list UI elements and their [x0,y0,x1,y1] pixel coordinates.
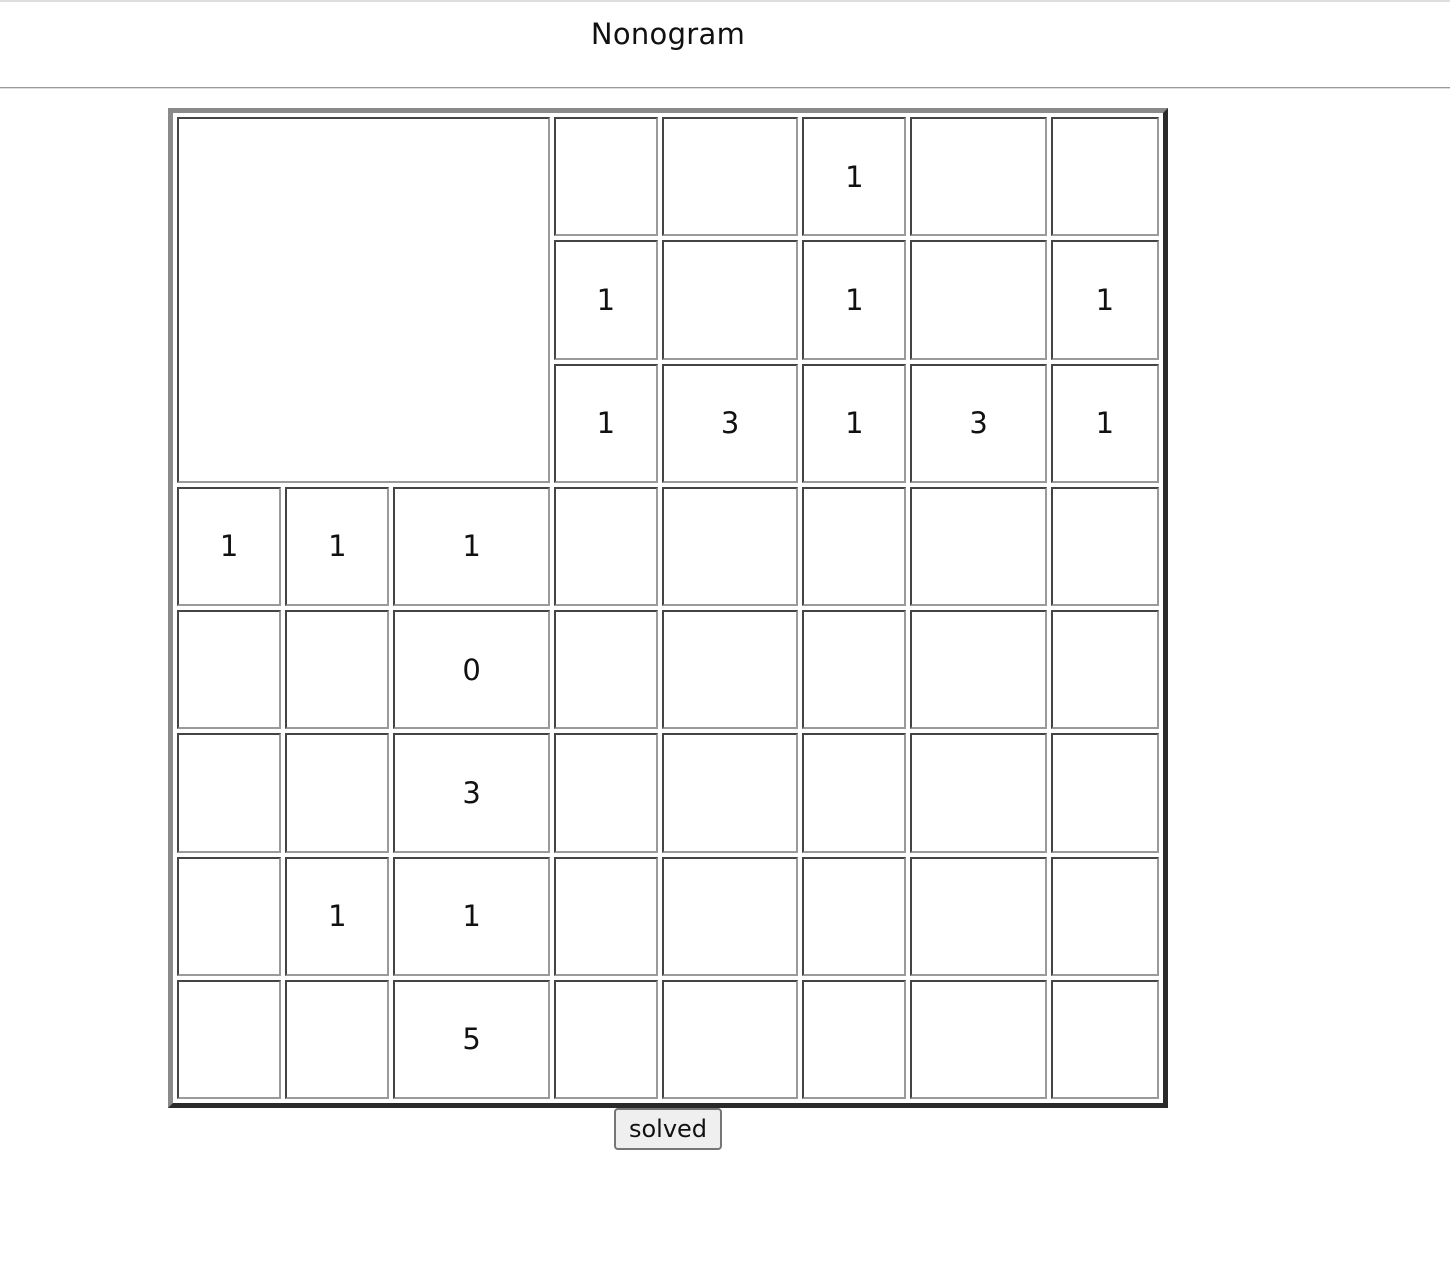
column-clue: 1 [554,364,658,483]
grid-cell[interactable] [554,857,658,976]
row-clue [177,610,281,729]
grid-cell[interactable] [910,487,1046,606]
column-clue: 3 [910,364,1046,483]
row-clue [177,857,281,976]
grid-cell[interactable] [662,610,798,729]
solved-button[interactable]: solved [614,1108,722,1150]
column-clue: 1 [1051,240,1159,359]
row-clue [177,733,281,852]
column-clue [662,240,798,359]
top-border [0,0,1450,2]
row-clue: 1 [393,487,549,606]
column-clue [662,117,798,236]
row-clue: 1 [177,487,281,606]
column-clue: 1 [802,240,906,359]
grid-cell[interactable] [662,980,798,1099]
nonogram-board [168,108,1168,1108]
grid-cell[interactable] [802,980,906,1099]
grid-cell[interactable] [910,857,1046,976]
grid-cell[interactable] [662,487,798,606]
column-clue: 3 [662,364,798,483]
column-clue [910,240,1046,359]
grid-cell[interactable] [662,857,798,976]
grid-cell[interactable] [802,610,906,729]
row-clue: 1 [393,857,549,976]
grid-cell[interactable] [662,733,798,852]
grid-cell[interactable] [1051,487,1159,606]
page-title: Nonogram [590,17,746,51]
column-clue [910,117,1046,236]
row-clue: 1 [285,487,389,606]
row-clue [285,610,389,729]
row-clue [285,980,389,1099]
grid-cell[interactable] [1051,610,1159,729]
grid-cell[interactable] [554,487,658,606]
puzzle-row [177,487,1159,606]
column-clue [554,117,658,236]
grid-cell[interactable] [802,857,906,976]
grid-cell[interactable] [1051,733,1159,852]
column-clue: 1 [1051,364,1159,483]
column-clue: 1 [802,117,906,236]
grid-cell[interactable] [1051,980,1159,1099]
puzzle-row [177,733,1159,852]
grid-cell[interactable] [802,733,906,852]
row-clue: 3 [393,733,549,852]
grid-cell[interactable] [802,487,906,606]
column-clue: 1 [802,364,906,483]
grid-cell[interactable] [554,980,658,1099]
grid-cell[interactable] [554,610,658,729]
corner-blank [177,117,550,483]
row-clue: 1 [285,857,389,976]
grid-cell[interactable] [1051,857,1159,976]
grid-cell[interactable] [910,733,1046,852]
puzzle-row [177,980,1159,1099]
header-divider [0,87,1450,89]
row-clue [285,733,389,852]
grid-cell[interactable] [554,733,658,852]
column-clue-row [177,117,1159,236]
grid-cell[interactable] [910,610,1046,729]
row-clue: 5 [393,980,549,1099]
row-clue [177,980,281,1099]
column-clue [1051,117,1159,236]
grid-cell[interactable] [910,980,1046,1099]
puzzle-row [177,610,1159,729]
row-clue: 0 [393,610,549,729]
puzzle-row [177,857,1159,976]
column-clue: 1 [554,240,658,359]
